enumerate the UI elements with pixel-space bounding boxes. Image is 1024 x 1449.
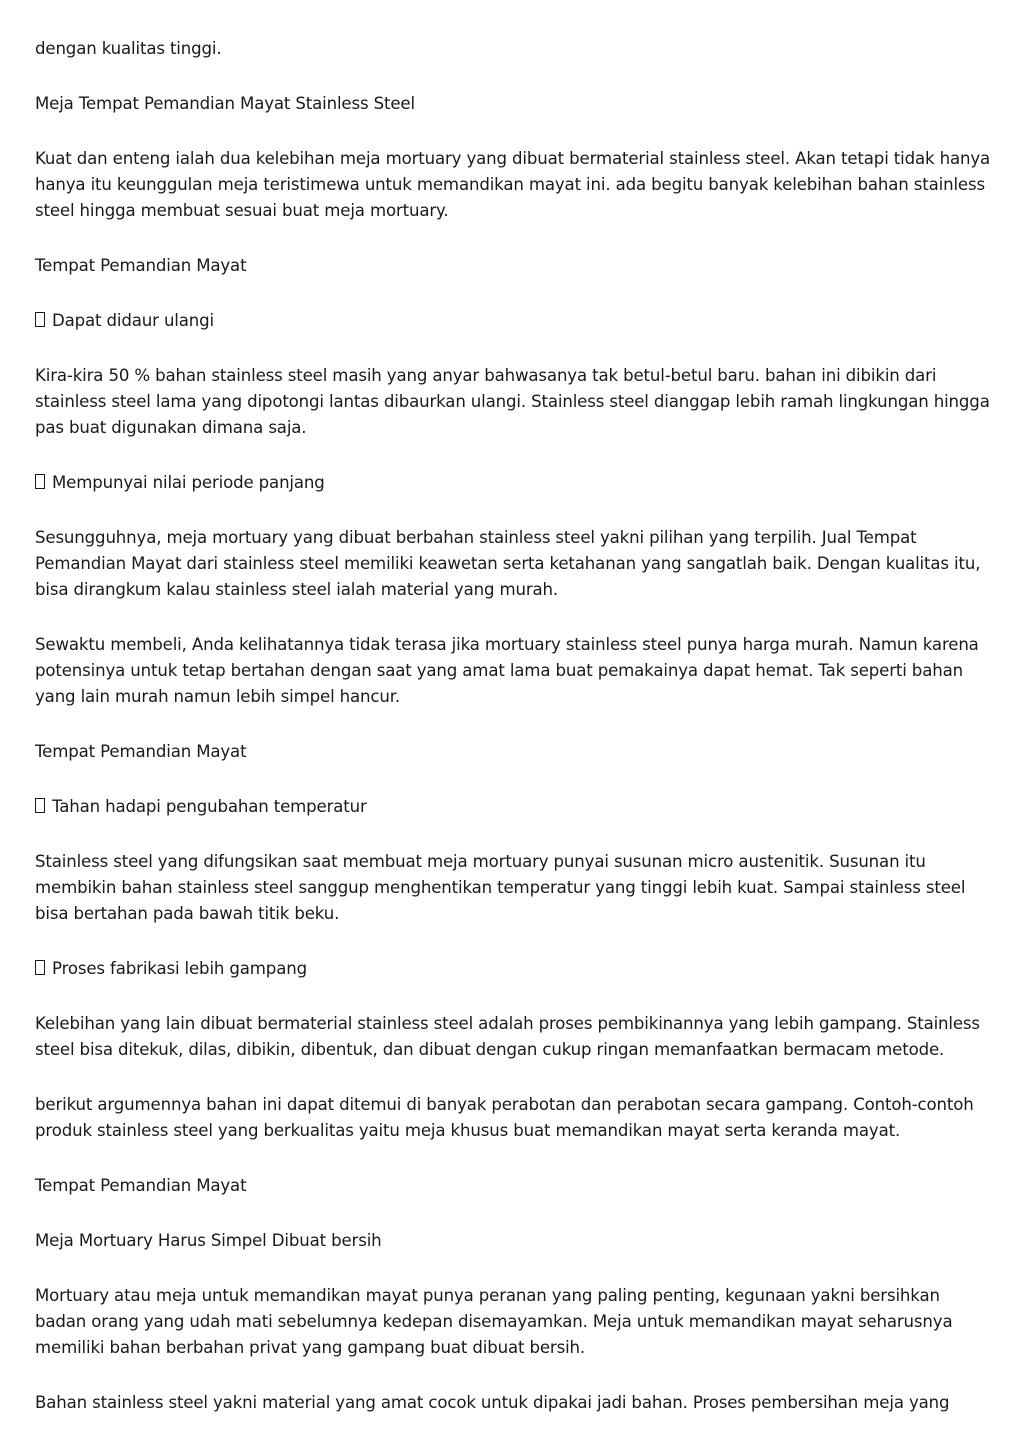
paragraph: Kuat dan enteng ialah dua kelebihan meja mortuary yang dibuat bermaterial stainless steel. Akan tetapi tidak hanya hanya itu keunggulan meja teristimewa untuk memandikan mayat ini. ada begitu banyak kelebihan bahan stainless steel hingga membuat sesuai buat meja mortuary. (35, 149, 991, 220)
paragraph: Kelebihan yang lain dibuat bermaterial stainless steel adalah proses pembikinannya yang lebih gampang. Stainless steel bisa ditekuk, dilas, dibikin, dibentuk, dan dibuat dengan cukup ringan memanfaatkan bermacam metode. (35, 1014, 980, 1059)
bullet-item (35, 794, 995, 820)
paragraph: dengan kualitas tinggi. (35, 39, 222, 58)
section-heading: Meja Mortuary Harus Simpel Dibuat bersih (35, 1231, 382, 1250)
paragraph: Sewaktu membeli, Anda kelihatannya tidak terasa jika mortuary stainless steel punya harga murah. Namun karena potensinya untuk tetap bertahan dengan saat yang amat lama buat pemakainya dapat hemat. Tak seperti bahan yang lain murah namun lebih simpel hancur. (35, 635, 979, 706)
section-heading: Meja Tempat Pemandian Mayat Stainless Steel (35, 94, 415, 113)
paragraph: Sesungguhnya, meja mortuary yang dibuat berbahan stainless steel yakni pilihan yang terpilih. Jual Tempat Pemandian Mayat dari stainless steel memiliki keawetan serta ketahanan yang sangatlah baik. Dengan kualitas itu, bisa dirangkum kalau stainless steel ialah material yang murah. (35, 528, 981, 599)
bullet-text: Tahan hadapi pengubahan temperatur (52, 797, 367, 816)
section-heading: Tempat Pemandian Mayat (35, 256, 247, 275)
bullet-item (35, 956, 995, 982)
bullet-text: Dapat didaur ulangi (52, 311, 214, 330)
bullet-item (35, 308, 995, 334)
missing-glyph-icon (35, 960, 45, 975)
missing-glyph-icon (35, 798, 45, 813)
paragraph: Kira-kira 50 % bahan stainless steel masih yang anyar bahwasanya tak betul-betul baru. bahan ini dibikin dari stainless steel lama yang dipotongi lantas dibaurkan ulangi. Stainless steel dianggap lebih ramah lingkungan hingga pas buat digunakan dimana saja. (35, 366, 990, 437)
section-heading: Tempat Pemandian Mayat (35, 1176, 247, 1195)
missing-glyph-icon (35, 474, 45, 489)
paragraph: berikut argumennya bahan ini dapat ditemui di banyak perabotan dan perabotan secara gampang. Contoh-contoh produk stainless steel yang berkualitas yaitu meja khusus buat memandikan mayat serta keranda mayat. (35, 1095, 974, 1140)
paragraph: Stainless steel yang difungsikan saat membuat meja mortuary punyai susunan micro austenitik. Susunan itu membikin bahan stainless steel sanggup menghentikan temperatur yang tinggi lebih kuat. Sampai stainless steel bisa bertahan pada bawah titik beku. (35, 852, 966, 923)
document-page (35, 36, 995, 1445)
bullet-item (35, 470, 995, 496)
missing-glyph-icon (35, 312, 45, 327)
bullet-text: Proses fabrikasi lebih gampang (52, 959, 307, 978)
bullet-text: Mempunyai nilai periode panjang (52, 473, 325, 492)
section-heading: Tempat Pemandian Mayat (35, 742, 247, 761)
paragraph: Bahan stainless steel yakni material yang amat cocok untuk dipakai jadi bahan. Proses pembersihan meja yang (35, 1393, 950, 1412)
paragraph: Mortuary atau meja untuk memandikan mayat punya peranan yang paling penting, kegunaan yakni bersihkan badan orang yang udah mati sebelumnya kedepan disemayamkan. Meja untuk memandikan mayat seharusnya memiliki bahan berbahan privat yang gampang buat dibuat bersih. (35, 1286, 953, 1357)
